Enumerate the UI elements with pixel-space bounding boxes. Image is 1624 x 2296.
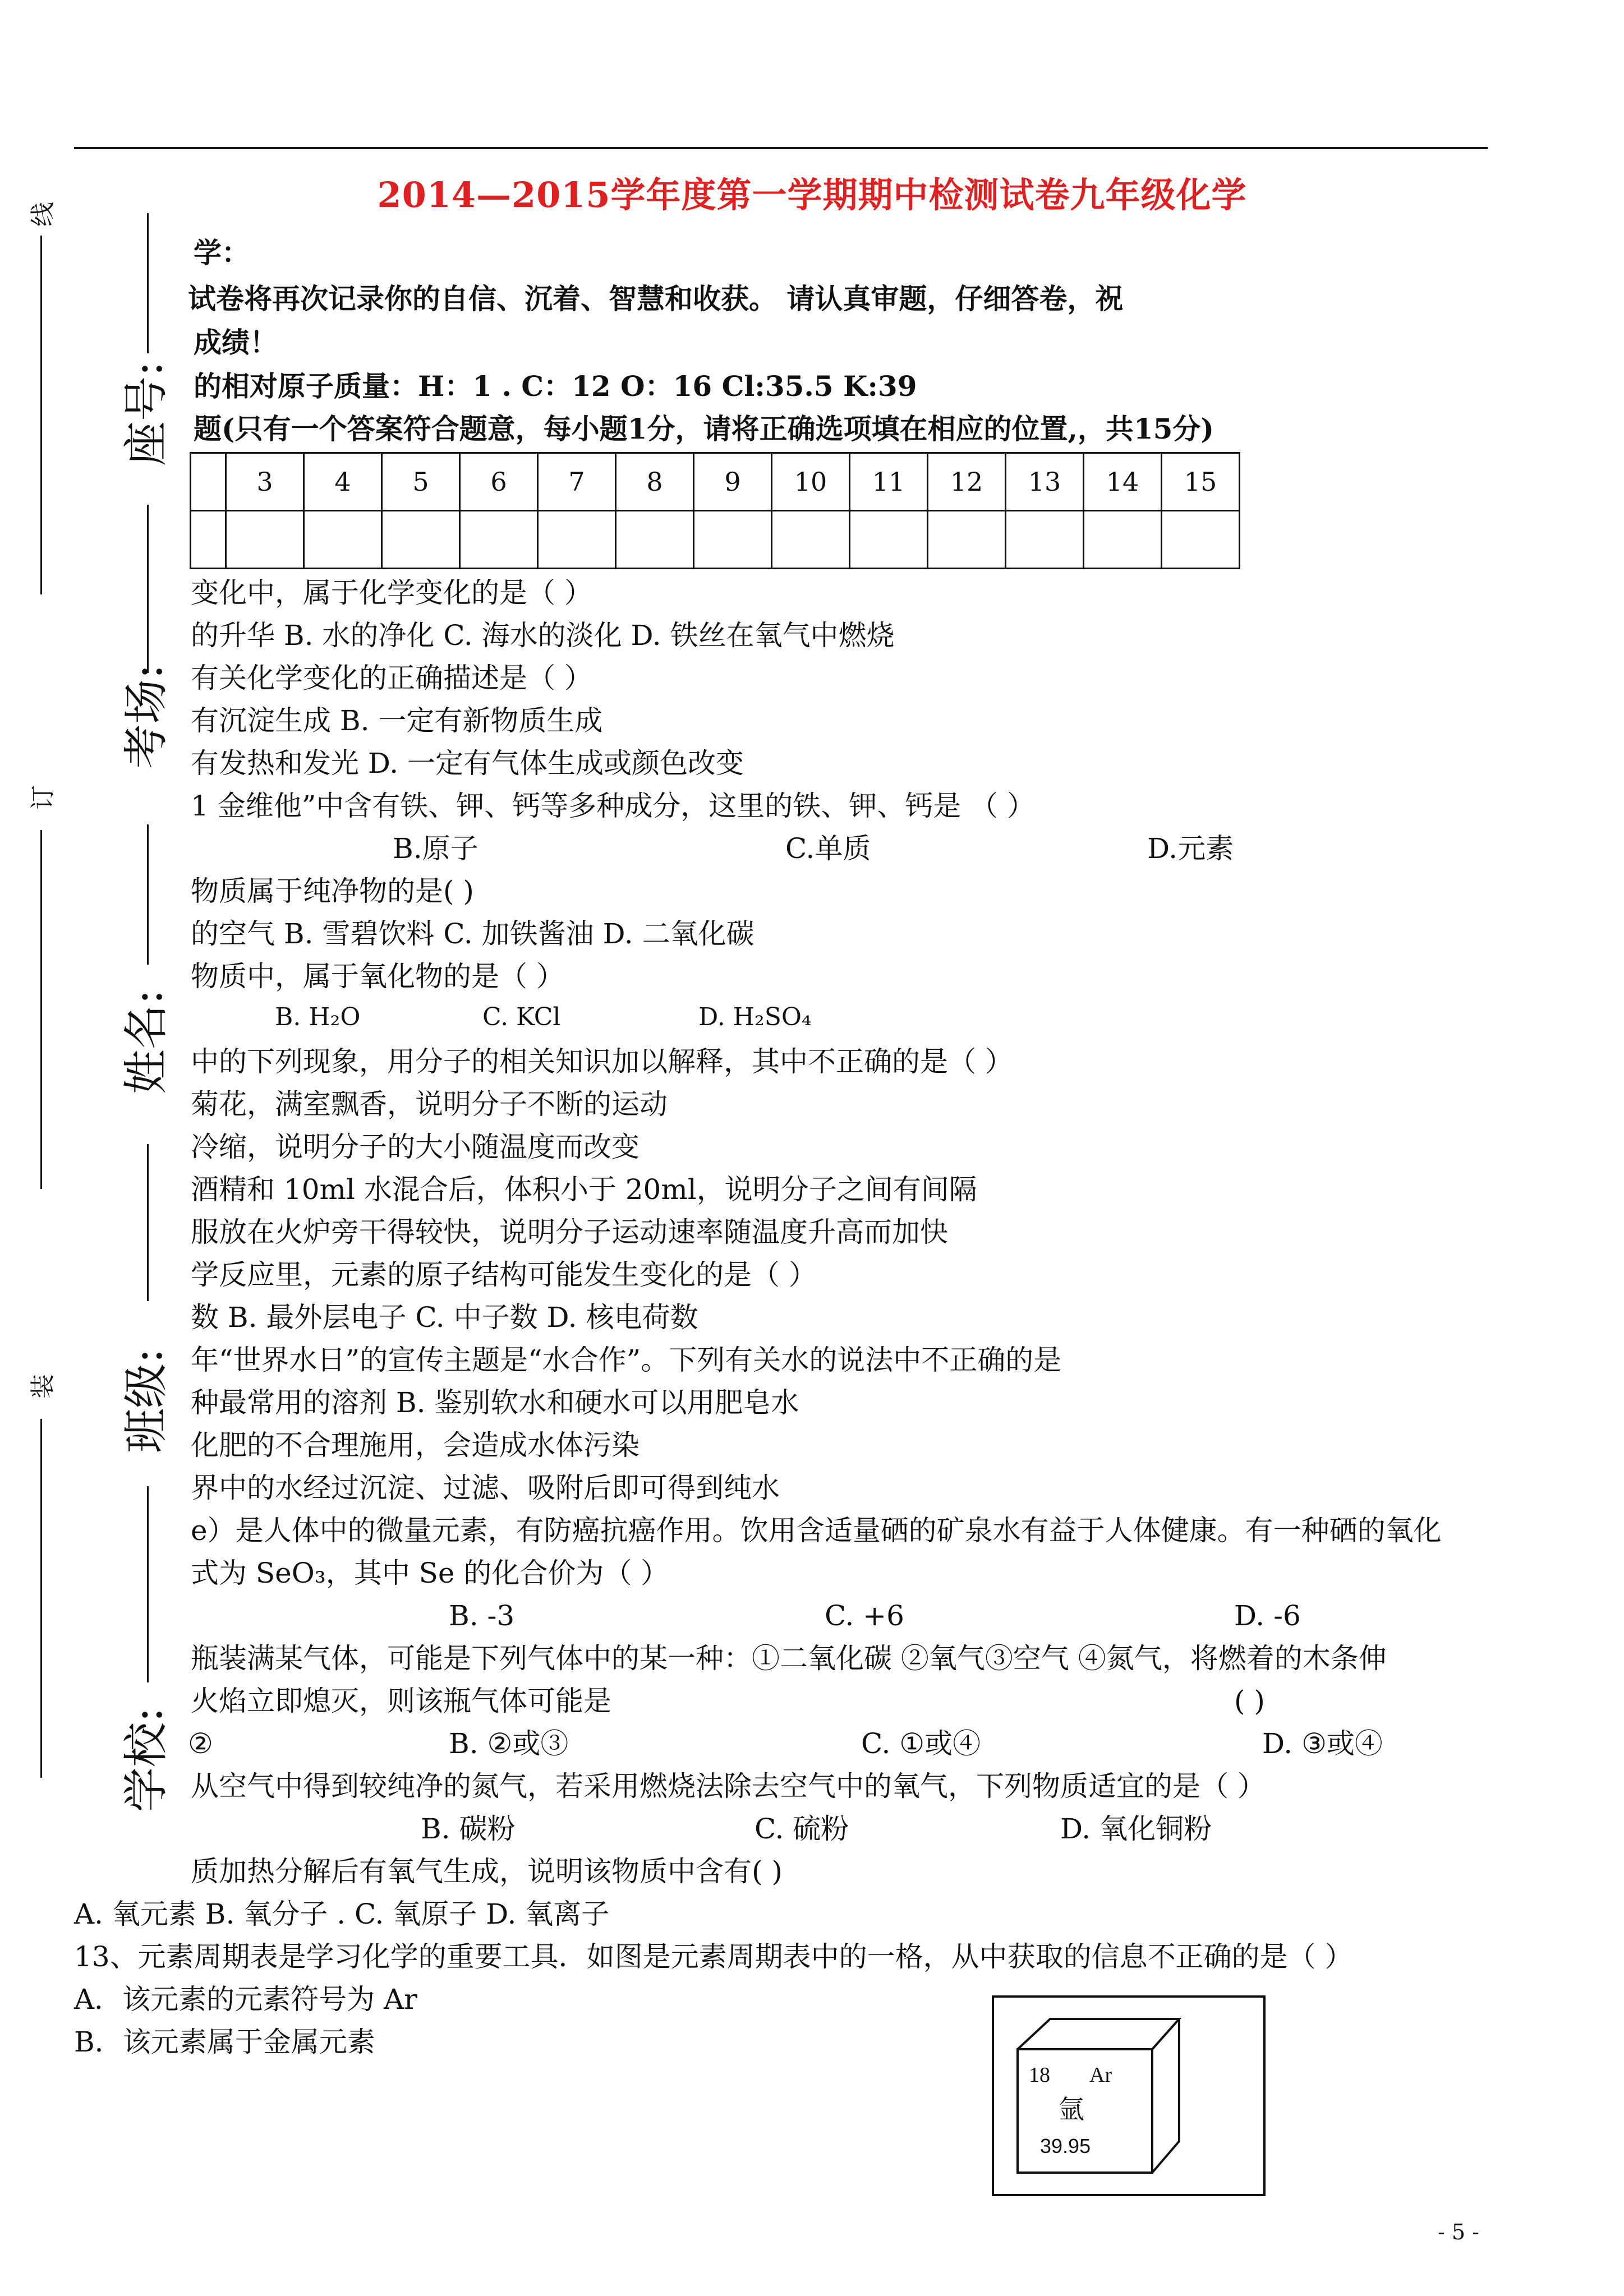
answer-num-cell: 3 <box>226 453 304 511</box>
answer-blank-cell[interactable] <box>226 511 304 569</box>
question-line: 有关化学变化的正确描述是（ ） <box>191 662 592 694</box>
option-b: B. H₂O <box>275 1003 361 1031</box>
answer-num-cell: 11 <box>850 453 928 511</box>
option-b: B. -3 <box>449 1599 515 1632</box>
question-line: 有沉淀生成 B. 一定有新物质生成 <box>191 704 603 737</box>
question-line: 菊花，满室飘香，说明分子不断的运动 <box>191 1088 668 1121</box>
question-line: 学反应里，元素的原子结构可能发生变化的是（ ） <box>191 1258 817 1291</box>
question-line: 中的下列现象，用分子的相关知识加以解释，其中不正确的是（ ） <box>191 1045 1013 1078</box>
question-line: 种最常用的溶剂 B. 鉴别软水和硬水可以用肥皂水 <box>191 1386 799 1419</box>
periodic-cell-figure <box>992 1995 1266 2196</box>
section-header: 题(只有一个答案符合题意，每小题1分，请将正确选项填在相应的位置,，共15分) <box>194 412 1214 445</box>
element-symbol: Ar <box>1089 2063 1112 2087</box>
question-line: 的升华 B. 水的净化 C. 海水的淡化 D. 铁丝在氧气中燃烧 <box>191 619 895 652</box>
answer-blank-cell[interactable] <box>1006 511 1084 569</box>
question-line: 物质中，属于氧化物的是（ ） <box>191 960 564 993</box>
question-line: 年“世界水日”的宣传主题是“水合作”。下列有关水的说法中不正确的是 <box>191 1344 1062 1376</box>
question-line: 变化中，属于化学变化的是（ ） <box>191 577 592 609</box>
answer-num-cell: 13 <box>1006 453 1084 511</box>
answer-blank-cell[interactable] <box>928 511 1006 569</box>
answer-blank-cell[interactable] <box>460 511 538 569</box>
question-line: 冷缩，说明分子的大小随温度而改变 <box>191 1131 640 1163</box>
binding-mark-zhuang: 装 <box>29 1374 57 1399</box>
question-line: A. 氧元素 B. 氧分子 . C. 氧原子 D. 氧离子 <box>74 1898 610 1930</box>
argon-cube-drawing <box>994 1998 1263 2194</box>
question-line: 13、元素周期表是学习化学的重要工具．如图是元素周期表中的一格，从中获取的信息不正确的是（ ） <box>74 1940 1353 1973</box>
answer-num-cell: 5 <box>382 453 460 511</box>
option-c: C. KCl <box>482 1003 561 1031</box>
answer-blank-cell[interactable] <box>850 511 928 569</box>
answer-num-cell: 4 <box>304 453 382 511</box>
answer-paren: ( ) <box>1234 1685 1265 1717</box>
school-fill-line <box>147 1486 149 1682</box>
name-fill-line <box>147 824 149 965</box>
answer-blank-cell[interactable] <box>304 511 382 569</box>
class-fill-line <box>147 1144 149 1301</box>
question-line: B．该元素属于金属元素 <box>74 2026 375 2058</box>
atomic-mass-line: 的相对原子质量：H：1 . C：12 O：16 Cl:35.5 K:39 <box>194 370 917 403</box>
option-d: D.元素 <box>1147 832 1234 865</box>
answer-num-cell: 6 <box>460 453 538 511</box>
seat-label: 座号: <box>119 361 172 466</box>
top-rule <box>74 147 1488 149</box>
answer-num-cell: 12 <box>928 453 1006 511</box>
question-line: 质加热分解后有氧气生成，说明该物质中含有( ) <box>191 1855 783 1888</box>
question-line: 的空气 B. 雪碧饮料 C. 加铁酱油 D. 二氧化碳 <box>191 918 755 950</box>
exam-room-label: 考场: <box>119 664 172 769</box>
option-b: B. ②或③ <box>449 1727 569 1760</box>
question-line: 界中的水经过沉淀、过滤、吸附后即可得到纯水 <box>191 1472 780 1504</box>
name-label: 姓名: <box>119 989 172 1094</box>
option-d: D. ③或④ <box>1262 1727 1383 1760</box>
binding-line-mid1 <box>40 830 42 1189</box>
answer-table-number-row <box>191 453 1240 511</box>
answer-num-cell: 14 <box>1084 453 1162 511</box>
answer-table-blank-row <box>191 511 1240 569</box>
seat-fill-line <box>147 213 149 353</box>
answer-num-cell <box>191 453 226 511</box>
answer-num-cell: 7 <box>538 453 616 511</box>
option-c: C.单质 <box>785 832 871 865</box>
answer-num-cell: 8 <box>616 453 694 511</box>
question-line: 从空气中得到较纯净的氮气，若采用燃烧法除去空气中的氧气，下列物质适宜的是（ ） <box>191 1770 1266 1802</box>
class-label: 班级: <box>119 1348 172 1453</box>
answer-blank-cell[interactable] <box>616 511 694 569</box>
question-line: 酒精和 10ml 水混合后，体积小于 20ml，说明分子之间有间隔 <box>191 1173 977 1206</box>
answer-blank-cell[interactable] <box>382 511 460 569</box>
answer-blank-cell[interactable] <box>694 511 772 569</box>
question-line: 火焰立即熄灭，则该瓶气体可能是 <box>191 1685 611 1717</box>
answer-blank-cell[interactable] <box>191 511 226 569</box>
answer-num-cell: 15 <box>1162 453 1240 511</box>
answer-blank-cell[interactable] <box>1162 511 1240 569</box>
atomic-mass: 39.95 <box>1040 2134 1091 2157</box>
answer-num-cell: 9 <box>694 453 772 511</box>
answer-table <box>190 452 1240 569</box>
answer-blank-cell[interactable] <box>538 511 616 569</box>
option-c: C. 硫粉 <box>755 1813 849 1845</box>
option-d: D. -6 <box>1234 1599 1301 1632</box>
intro-greeting: 学： <box>194 236 250 269</box>
binding-mark-ding: 订 <box>29 785 57 810</box>
option-c: C. +6 <box>825 1599 904 1632</box>
school-label: 学校: <box>119 1707 172 1812</box>
atomic-number: 18 <box>1029 2063 1050 2087</box>
binding-line-upper <box>40 236 42 594</box>
question-line: A．该元素的元素符号为 Ar <box>74 1983 418 2016</box>
option-a: ② <box>188 1727 213 1760</box>
intro-line2: 成绩！ <box>194 326 278 359</box>
answer-blank-cell[interactable] <box>772 511 850 569</box>
option-b: B.原子 <box>393 832 479 865</box>
question-line: 物质属于纯净物的是( ) <box>191 875 474 907</box>
answer-blank-cell[interactable] <box>1084 511 1162 569</box>
option-c: C. ①或④ <box>861 1727 981 1760</box>
question-line: 数 B. 最外层电子 C. 中子数 D. 核电荷数 <box>191 1301 698 1334</box>
exam-room-fill-line <box>147 505 149 673</box>
question-line: e）是人体中的微量元素，有防癌抗癌作用。饮用含适量硒的矿泉水有益于人体健康。有一种硒的氧化 <box>191 1514 1442 1547</box>
binding-line-mid2 <box>40 1419 42 1778</box>
option-b: B. 碳粉 <box>421 1813 516 1845</box>
option-d: D. 氧化铜粉 <box>1060 1813 1212 1845</box>
intro-line1: 试卷将再次记录你的自信、沉着、智慧和收获。 请认真审题，仔细答卷，祝 <box>188 282 1124 315</box>
answer-num-cell: 10 <box>772 453 850 511</box>
question-line: 瓶装满某气体，可能是下列气体中的某一种：①二氧化碳 ②氧气③空气 ④氮气，将燃着的木条伸 <box>191 1642 1387 1675</box>
element-name: 氩 <box>1059 2094 1084 2124</box>
question-line: 式为 SeO₃，其中 Se 的化合价为（ ） <box>191 1557 669 1589</box>
page-number: - 5 - <box>1437 2220 1479 2244</box>
question-line: 化肥的不合理施用，会造成水体污染 <box>191 1429 640 1461</box>
exam-title: 2014—2015学年度第一学期期中检测试卷九年级化学 <box>377 174 1247 215</box>
question-line: 服放在火炉旁干得较快，说明分子运动速率随温度升高而加快 <box>191 1216 948 1248</box>
question-line: 1 金维他”中含有铁、钾、钙等多种成分，这里的铁、钾、钙是 （ ） <box>191 790 1036 822</box>
option-d: D. H₂SO₄ <box>698 1003 812 1031</box>
question-line: 有发热和发光 D. 一定有气体生成或颜色改变 <box>191 747 744 780</box>
binding-mark-xian: 线 <box>29 202 57 227</box>
